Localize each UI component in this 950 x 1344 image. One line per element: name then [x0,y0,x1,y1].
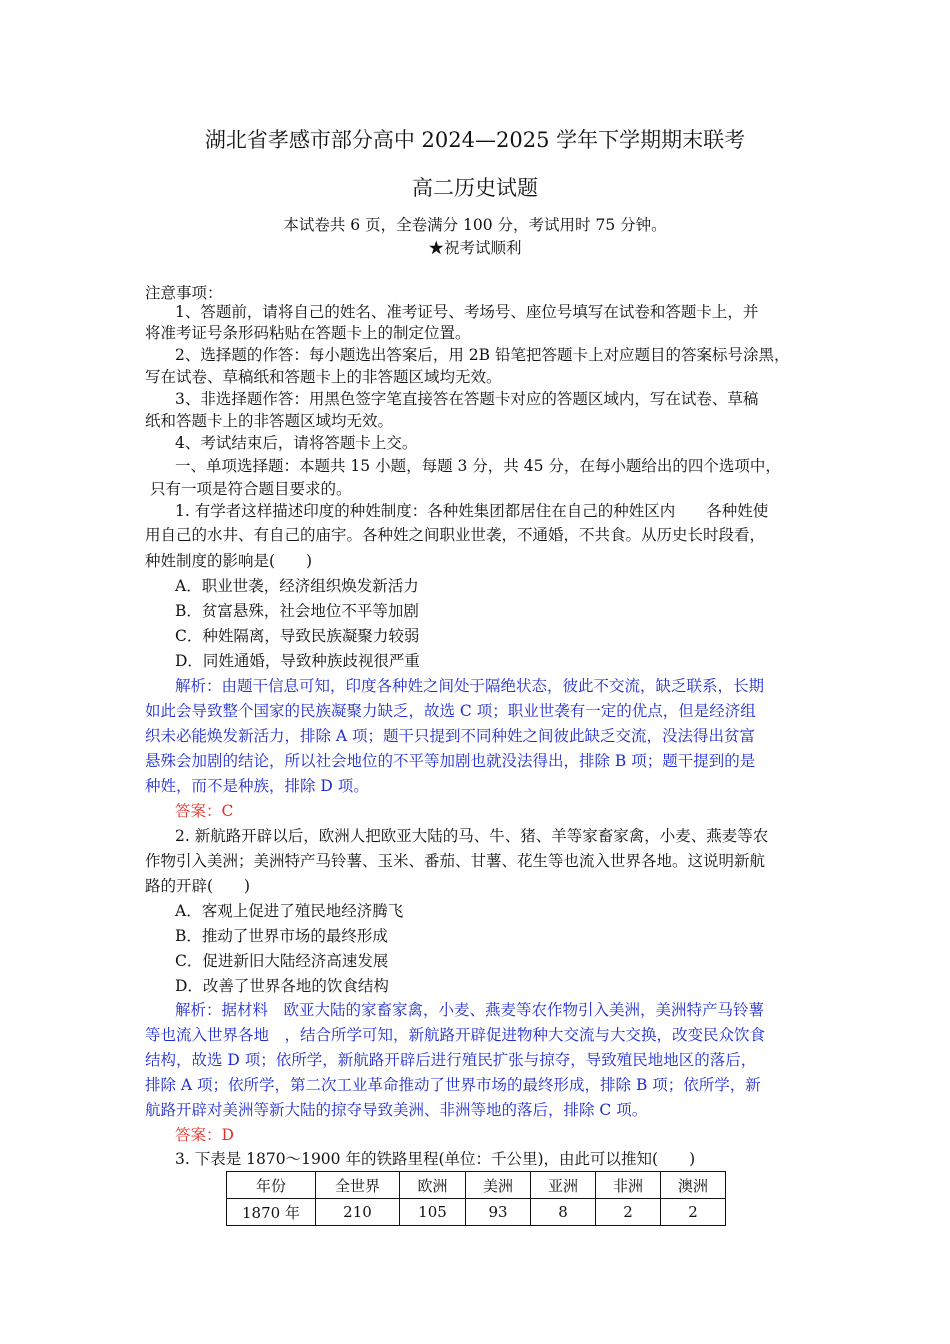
note-line: 2、选择题的作答：每小题选出答案后，用 2B 铅笔把答题卡上对应题目的答案标号涂黑， [175,346,790,364]
table-cell: 93 [466,1199,531,1226]
question-2-stem: 2. 新航路开辟以后，欧洲人把欧亚大陆的马、牛、猪、羊等家畜家禽，小麦、燕麦等农 [175,827,769,845]
table-header-cell: 亚洲 [531,1172,596,1199]
section-heading: 一、单项选择题：本题共 15 小题，每题 3 分，共 45 分，在每小题给出的四个选项中， [175,457,781,475]
question-3-stem: 3. 下表是 1870～1900 年的铁路里程(单位：千公里)，由此可以推知( ) [175,1150,696,1168]
question-1-option-d: D．同姓通婚，导致种族歧视很严重 [175,652,420,670]
question-1-analysis: 种姓，而不是种族，排除 D 项。 [145,777,369,795]
question-2-answer: 答案：D [175,1126,234,1144]
question-1-answer: 答案：C [175,802,234,820]
good-luck-line: ★祝考试顺利 [428,239,522,257]
question-1-option-b: B．贫富悬殊，社会地位不平等加剧 [175,602,419,620]
note-line: 3、非选择题作答：用黑色签字笔直接答在答题卡对应的答题区域内，写在试卷、草稿 [175,390,759,408]
question-1-stem: 种姓制度的影响是( ) [145,552,313,570]
question-2-analysis: 等也流入世界各地 ，结合所学可知，新航路开辟促进物种大交流与大交换，改变民众饮食 [145,1026,766,1044]
table-cell: 2 [596,1199,661,1226]
table-header-cell: 美洲 [466,1172,531,1199]
question-1-stem: 用自己的水井、有自己的庙宇。各种姓之间职业世袭，不通婚，不共食。从历史长时段看， [145,526,766,544]
table-cell: 8 [531,1199,596,1226]
question-2-option-b: B．推动了世界市场的最终形成 [175,927,388,945]
table-cell: 210 [316,1199,400,1226]
question-2-option-d: D．改善了世界各地的饮食结构 [175,977,389,995]
note-line: 将准考证号条形码粘贴在答题卡上的制定位置。 [145,324,471,342]
question-1-stem: 1. 有学者这样描述印度的种姓制度：各种姓集团都居住在自己的种姓区内 各种姓使 [175,502,769,520]
note-line: 4、考试结束后，请将答题卡上交。 [175,434,418,452]
exam-title: 湖北省孝感市部分高中 2024—2025 学年下学期期末联考 [204,128,746,152]
table-header-cell: 非洲 [596,1172,661,1199]
note-line: 纸和答题卡上的非答题区域均无效。 [145,412,394,430]
question-2-stem: 作物引入美洲；美洲特产马铃薯、玉米、番茄、甘薯、花生等也流入世界各地。这说明新航 [145,852,766,870]
question-2-option-c: C．促进新旧大陆经济高速发展 [175,952,389,970]
question-1-analysis: 解析：由题干信息可知，印度各种姓之间处于隔绝状态，彼此不交流，缺乏联系，长期 [175,677,765,695]
question-1-option-c: C．种姓隔离，导致民族凝聚力较弱 [175,627,420,645]
table-cell: 1870 年 [227,1199,316,1226]
table-header-cell: 全世界 [316,1172,400,1199]
question-2-option-a: A．客观上促进了殖民地经济腾飞 [175,902,404,920]
subject-title: 高二历史试题 [412,176,538,200]
question-1-analysis: 悬殊会加剧的结论，所以社会地位的不平等加剧也就没法得出，排除 B 项；题干提到的是 [145,752,756,770]
table-header-cell: 年份 [227,1172,316,1199]
table-cell: 2 [661,1199,726,1226]
question-2-stem: 路的开辟( ) [145,877,251,895]
question-1-option-a: A．职业世袭，经济组织焕发新活力 [175,577,419,595]
question-1-analysis: 织未必能焕发新活力，排除 A 项；题干只提到不同种姓之间彼此缺乏交流，没法得出贫富 [145,727,756,745]
exam-info: 本试卷共 6 页，全卷满分 100 分，考试用时 75 分钟。 [283,216,667,234]
section-heading-cont: 只有一项是符合题目要求的。 [150,480,352,498]
railway-table [226,1171,726,1226]
question-2-analysis: 排除 A 项；依所学，第二次工业革命推动了世界市场的最终形成，排除 B 项；依所学，新 [145,1076,761,1094]
question-2-analysis: 航路开辟对美洲等新大陆的掠夺导致美洲、非洲等地的落后，排除 C 项。 [145,1101,648,1119]
table-row [227,1199,726,1226]
table-cell: 105 [400,1199,466,1226]
table-header-cell: 欧洲 [400,1172,466,1199]
question-1-analysis: 如此会导致整个国家的民族凝聚力缺乏，故选 C 项；职业世袭有一定的优点，但是经济组 [145,702,756,720]
question-2-analysis: 结构，故选 D 项；依所学，新航路开辟后进行殖民扩张与掠夺，导致殖民地地区的落后， [145,1051,757,1069]
notes-heading: 注意事项： [145,284,223,302]
note-line: 写在试卷、草稿纸和答题卡上的非答题区域均无效。 [145,368,502,386]
table-header-row [227,1172,726,1199]
question-2-analysis: 解析：据材料 欧亚大陆的家畜家禽，小麦、燕麦等农作物引入美洲，美洲特产马铃薯 [175,1001,765,1019]
table-header-cell: 澳洲 [661,1172,726,1199]
note-line: 1、答题前，请将自己的姓名、准考证号、考场号、座位号填写在试卷和答题卡上，并 [175,303,759,321]
